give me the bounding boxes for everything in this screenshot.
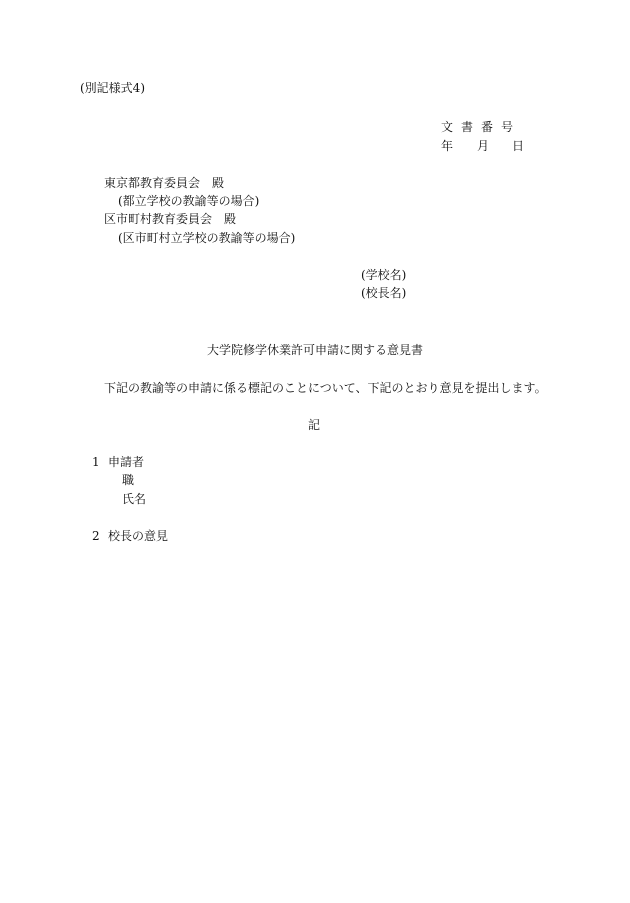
school-name: (学校名) [361,268,407,282]
item-label: 校長の意見 [108,529,169,543]
principal-name: (校長名) [361,286,407,300]
date-day: 日 [512,139,525,153]
addressee-note: (区市町村立学校の教諭等の場合) [118,231,296,245]
sub-item: 職 [122,473,135,487]
body-text: 下記の教諭等の申請に係る標記のことについて、下記のとおり意見を提出します。 [104,381,547,395]
document-number-label: 文書番号 [441,120,522,134]
date-year: 年 [441,139,454,153]
item-label: 申請者 [108,455,145,469]
addressee-name: 区市町村教育委員会 殿 [104,212,237,226]
item-number: 2 [92,529,100,543]
sub-item: 氏名 [122,492,147,506]
addressee-note: (都立学校の教諭等の場合) [118,194,260,208]
ki-heading: 記 [308,418,321,432]
document-title: 大学院修学休業許可申請に関する意見書 [207,343,424,357]
date-month: 月 [477,139,490,153]
addressee-name: 東京都教育委員会 殿 [104,176,225,190]
form-label: (別記様式4) [80,81,145,95]
item-number: 1 [92,455,100,469]
